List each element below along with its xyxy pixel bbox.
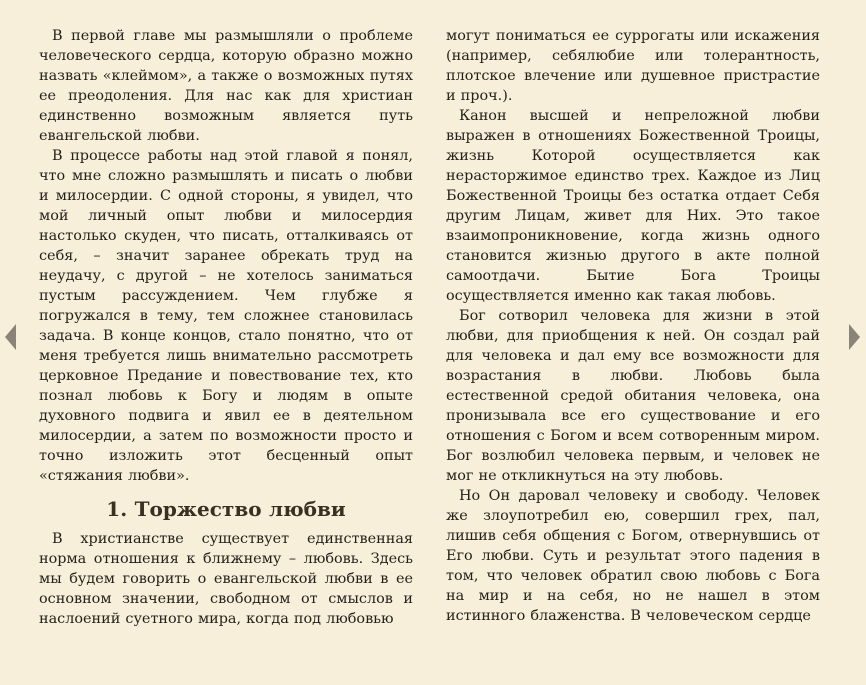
paragraph: Бог сотворил человека для жизни в этой любви, для приобщения к ней. Он создал рай для человека и дал ему все возможности для возрастания в любви. Любовь была естественной средой обитания человека, она пронизывала все его существование и его отношения с Богом и всем сотворенным миром. Бог возлюбил человека первым, и человек не мог не откликнуться на эту любовь. xyxy=(446,308,820,484)
previous-page-button[interactable] xyxy=(3,322,19,352)
chevron-left-icon xyxy=(3,322,19,352)
paragraph: В первой главе мы размышляли о проблеме человеческого сердца, которую образно можно назвать «клеймом», а также о возможных путях ее преодоления. Для нас как для христиан единственно возможным является путь евангельской любви. xyxy=(39,28,413,144)
paragraph: Канон высшей и непреложной любви выражен в отношениях Божественной Троицы, жизнь Которой осуществляется как нерасторжимое единство трех. Каждое из Лиц Божественной Троицы без остатка отдает Себя другим Лицам, живет для Них. Это такое взаимопроникновение, когда жизнь одного становится жизнью другого в акте полной самоотдачи. Бытие Бога Троицы осуществляется именно как такая любовь. xyxy=(446,108,820,304)
next-page-button[interactable] xyxy=(846,322,862,352)
chapter-heading: 1. Торжество любви xyxy=(106,497,346,521)
chevron-right-icon xyxy=(846,322,862,352)
right-page-column xyxy=(446,26,820,626)
paragraph: Но Он даровал человеку и свободу. Человек же злоупотребил ею, совершил грех, пал, лишив себя общения с Богом, отвернувшись от Его любви. Суть и результат этого падения в том, что человек обратил свою любовь с Бога на мир и на себя, но не нашел в этом истинного блаженства. В человеческом сердце xyxy=(446,488,820,624)
paragraph-continuation: могут пониматься ее суррогаты или искажения (например, себялюбие или толерантность, плотское влечение или душевное пристрастие и проч.). xyxy=(446,28,820,104)
left-page-column xyxy=(39,26,413,629)
paragraph: В христианстве существует единственная норма отношения к ближнему – любовь. Здесь мы будем говорить о евангельской любви в ее основном значении, свободном от смыслов и наслоений суетного мира, когда под любовью xyxy=(39,531,413,627)
paragraph: В процессе работы над этой главой я понял, что мне сложно размышлять и писать о любви и милосердии. С одной стороны, я увидел, что мой личный опыт любви и милосердия настолько скуден, что писать, отталкиваясь от себя, – значит заранее обрекать труд на неудачу, с другой – не хотелось заниматься пустым рассуждением. Чем глубже я погружался в тему, тем сложнее становилась задача. В конце концов, стало понятно, что от меня требуется лишь внимательно рассмотреть церковное Предание и повествование тех, кто познал любовь к Богу и людям в опыте духовного подвига и явил ее в деятельном милосердии, а затем по возможности просто и точно изложить этот бесценный опыт «стяжания любви». xyxy=(39,148,413,484)
